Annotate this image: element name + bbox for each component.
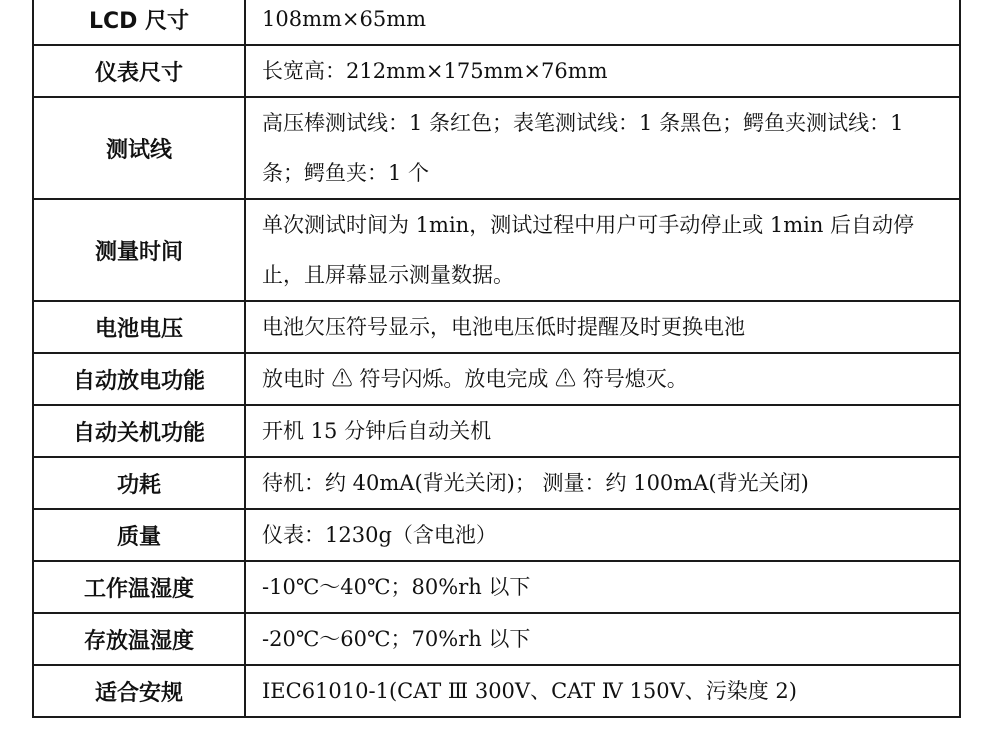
table-row bbox=[33, 199, 960, 301]
row-value: 高压棒测试线：1 条红色；表笔测试线：1 条黑色；鳄鱼夹测试线：1 条；鳄鱼夹：1 个 bbox=[245, 97, 960, 199]
row-value: 仪表：1230g（含电池） bbox=[245, 509, 960, 561]
table-row bbox=[33, 613, 960, 665]
row-value: 长宽高：212mm×175mm×76mm bbox=[245, 45, 960, 97]
table-row bbox=[33, 301, 960, 353]
row-value: 电池欠压符号显示，电池电压低时提醒及时更换电池 bbox=[245, 301, 960, 353]
row-value: IEC61010-1(CAT Ⅲ 300V、CAT Ⅳ 150V、污染度 2) bbox=[245, 665, 960, 717]
row-label: 功耗 bbox=[33, 457, 245, 509]
row-value: 108mm×65mm bbox=[245, 0, 960, 45]
table-row bbox=[33, 353, 960, 405]
table-row bbox=[33, 405, 960, 457]
row-label: 仪表尺寸 bbox=[33, 45, 245, 97]
row-label: 测量时间 bbox=[33, 199, 245, 301]
row-label: 工作温湿度 bbox=[33, 561, 245, 613]
table-row bbox=[33, 0, 960, 45]
table-row bbox=[33, 509, 960, 561]
row-value: 单次测试时间为 1min，测试过程中用户可手动停止或 1min 后自动停止，且屏幕显示测量数据。 bbox=[245, 199, 960, 301]
row-value: -20℃～60℃；70%rh 以下 bbox=[245, 613, 960, 665]
row-value: 放电时 ⚠ 符号闪烁。放电完成 ⚠ 符号熄灭。 bbox=[245, 353, 960, 405]
row-label: 自动关机功能 bbox=[33, 405, 245, 457]
spec-table bbox=[32, 0, 961, 718]
table-row bbox=[33, 665, 960, 717]
row-label: 存放温湿度 bbox=[33, 613, 245, 665]
row-label: 质量 bbox=[33, 509, 245, 561]
table-row bbox=[33, 457, 960, 509]
row-label: 自动放电功能 bbox=[33, 353, 245, 405]
row-value: 开机 15 分钟后自动关机 bbox=[245, 405, 960, 457]
row-value: -10℃～40℃；80%rh 以下 bbox=[245, 561, 960, 613]
row-label: 电池电压 bbox=[33, 301, 245, 353]
row-label: 测试线 bbox=[33, 97, 245, 199]
table-row bbox=[33, 45, 960, 97]
table-row bbox=[33, 97, 960, 199]
table-row bbox=[33, 561, 960, 613]
row-value: 待机：约 40mA(背光关闭)； 测量：约 100mA(背光关闭) bbox=[245, 457, 960, 509]
row-label: 适合安规 bbox=[33, 665, 245, 717]
row-label: LCD 尺寸 bbox=[33, 0, 245, 45]
